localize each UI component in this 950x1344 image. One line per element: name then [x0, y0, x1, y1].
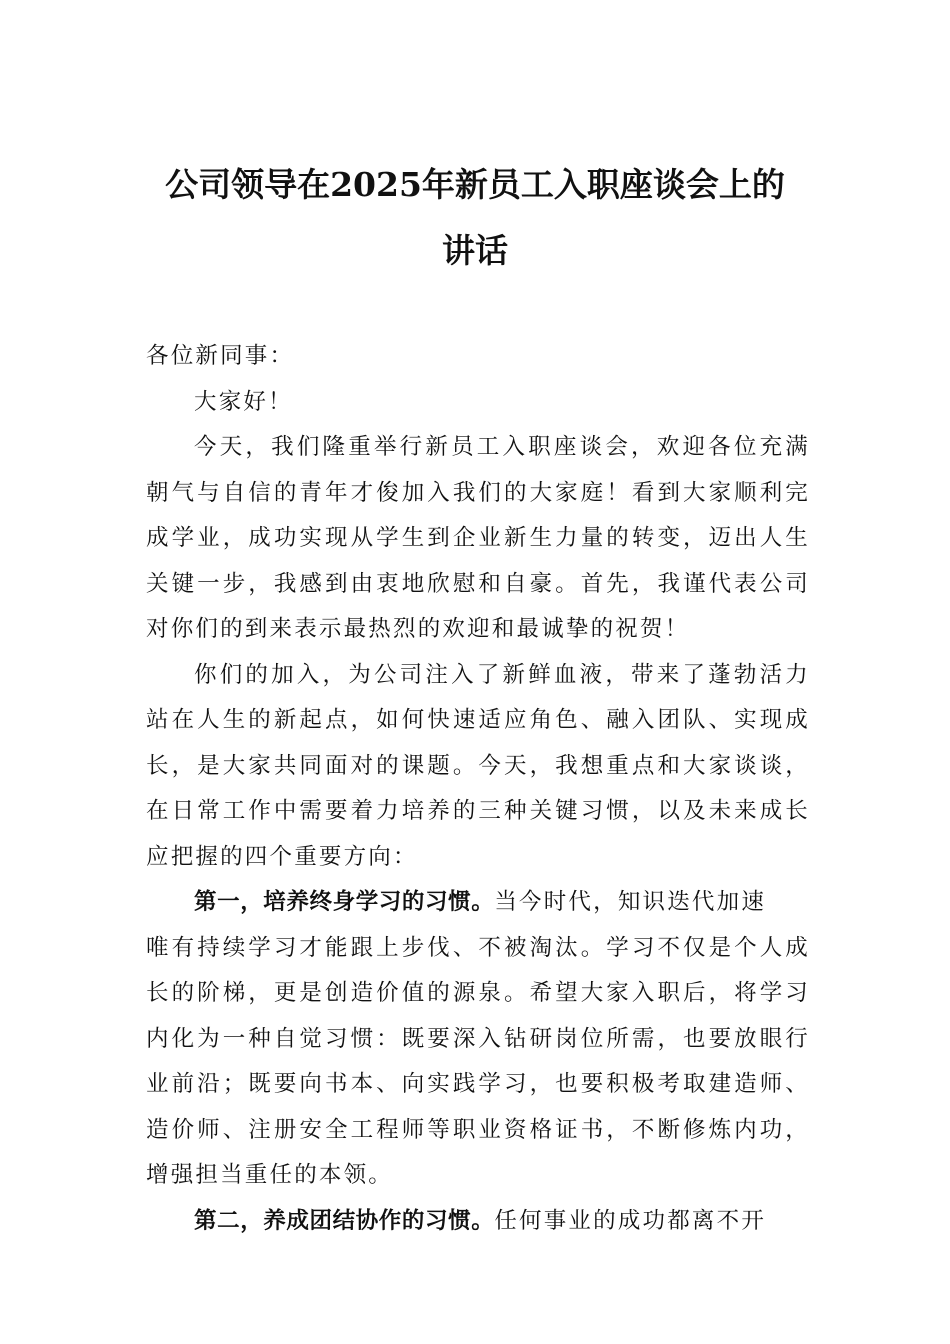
paragraph-3-line: 内化为一种自觉习惯：既要深入钻研岗位所需，也要放眼行	[146, 1025, 810, 1052]
paragraph-3-line: 业前沿；既要向书本、向实践学习，也要积极考取建造师、	[146, 1071, 810, 1097]
paragraph-4-first-line	[146, 1199, 810, 1245]
paragraph-3-first-line	[146, 880, 810, 926]
paragraph-2-line: 站在人生的新起点，如何快速适应角色、融入团队、实现成	[146, 707, 810, 733]
paragraph-4-first-text: 任何事业的成功都离不开	[494, 1207, 767, 1234]
document-title-line-2: 讲话	[442, 231, 508, 270]
greeting: 大家好！	[194, 388, 293, 415]
paragraph-3-line: 造价师、注册安全工程师等职业资格证书，不断修炼内功，	[146, 1116, 810, 1143]
paragraph-1-line: 对你们的到来表示最热烈的欢迎和最诚挚的祝贺！	[146, 616, 690, 642]
paragraph-3-line: 唯有持续学习才能跟上步伐、不被淘汰。学习不仅是个人成	[146, 934, 810, 961]
document-body	[146, 334, 810, 1244]
paragraph-3-line: 长的阶梯，更是创造价值的源泉。希望大家入职后，将学习	[146, 980, 810, 1006]
paragraph-1-line: 今天，我们隆重举行新员工入职座谈会，欢迎各位充满	[194, 434, 810, 460]
paragraph-1-line: 朝气与自信的青年才俊加入我们的大家庭！看到大家顺利完	[146, 479, 810, 506]
paragraph-2-line: 长，是大家共同面对的课题。今天，我想重点和大家谈谈，	[146, 752, 810, 779]
paragraph-1-line: 关键一步，我感到由衷地欣慰和自豪。首先，我谨代表公司	[146, 570, 810, 597]
section-1-heading: 第一，培养终身学习的习惯。	[194, 889, 495, 915]
paragraph-3-line: 增强担当重任的本领。	[146, 1162, 394, 1188]
paragraph-1-line: 成学业，成功实现从学生到企业新生力量的转变，迈出人生	[146, 525, 810, 551]
paragraph-3-first-text: 当今时代，知识迭代加速	[494, 889, 767, 915]
paragraph-2-line: 你们的加入，为公司注入了新鲜血液，带来了蓬勃活力	[194, 661, 810, 688]
document-title-line-1: 公司领导在2025年新员工入职座谈会上的	[165, 165, 785, 204]
salutation: 各位新同事：	[146, 343, 295, 369]
paragraph-2-line: 在日常工作中需要着力培养的三种关键习惯，以及未来成长	[146, 798, 810, 824]
paragraph-2-line: 应把握的四个重要方向：	[146, 843, 418, 870]
section-2-heading: 第二，养成团结协作的习惯。	[194, 1207, 495, 1234]
